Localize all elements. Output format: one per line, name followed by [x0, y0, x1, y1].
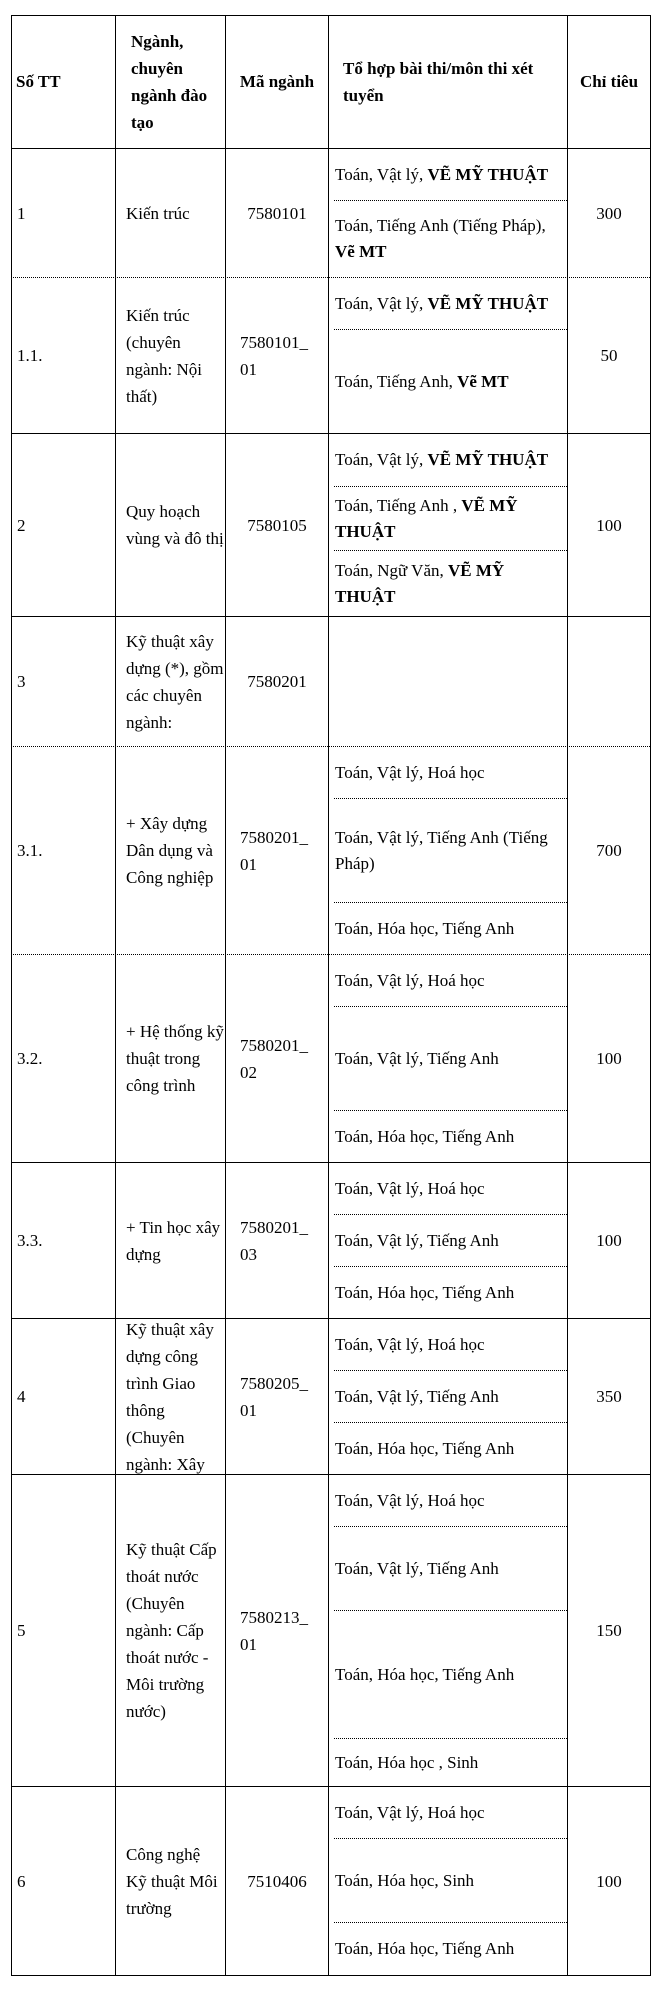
row-3-1-major: + Xây dựng Dân dụng và Công nghiệp — [126, 814, 214, 887]
row-1-1-stt: 1.1. — [17, 346, 43, 365]
row-3-stt: 3 — [17, 672, 26, 691]
row-3-1-subject-3: Toán, Hóa học, Tiếng Anh — [335, 918, 515, 938]
row-2-quota: 100 — [596, 515, 622, 535]
row-3-3-subject-1: Toán, Vật lý, Hoá học — [335, 1178, 485, 1198]
row-5-major: Kỹ thuật Cấp thoát nước (Chuyên ngành: Cấp thoát nước - Môi trường nước) — [126, 1540, 217, 1721]
column-divider-1 — [115, 15, 116, 1976]
row-1-1-subject-2: Toán, Tiếng Anh, Vẽ MT — [335, 371, 509, 391]
row-1-subject-1: Toán, Vật lý, VẼ MỸ THUẬT — [335, 164, 549, 184]
row-3-quota — [568, 617, 650, 746]
row-3-1-subject-1: Toán, Vật lý, Hoá học — [335, 762, 485, 782]
row-3-3-code: 7580201_ 03 — [240, 1217, 308, 1264]
row-6-subject-2: Toán, Hóa học, Sinh — [335, 1870, 475, 1890]
row-5-subject-3: Toán, Hóa học, Tiếng Anh — [335, 1664, 515, 1684]
row-1-1-code: 7580101_ 01 — [240, 332, 308, 379]
header-major: Ngành, chuyên ngành đào tạo — [131, 31, 208, 132]
row-3-2-subject-3: Toán, Hóa học, Tiếng Anh — [335, 1126, 515, 1146]
row-3-code: 7580201 — [247, 672, 307, 691]
row-1-stt: 1 — [17, 203, 26, 223]
row-3-1-quota: 700 — [596, 841, 622, 860]
row-6-quota: 100 — [596, 1871, 622, 1891]
row-3-1-subject-2: Toán, Vật lý, Tiếng Anh (Tiếng Pháp) — [335, 827, 548, 873]
header-stt: Số TT — [16, 72, 61, 91]
row-6-subject-1: Toán, Vật lý, Hoá học — [335, 1802, 485, 1822]
row-2-stt: 2 — [17, 515, 26, 535]
row-5-subject-4: Toán, Hóa học , Sinh — [335, 1752, 479, 1772]
row-3-2-major: + Hệ thống kỹ thuật trong công trình — [126, 1022, 224, 1095]
row-5-quota: 150 — [596, 1621, 622, 1640]
row-5-subject-1: Toán, Vật lý, Hoá học — [335, 1490, 485, 1510]
row-6-major: Công nghệ Kỹ thuật Môi trường — [126, 1844, 218, 1918]
row-3-2-quota: 100 — [596, 1049, 622, 1068]
row-4-subject-1: Toán, Vật lý, Hoá học — [335, 1334, 485, 1354]
row-3-3-subject-3: Toán, Hóa học, Tiếng Anh — [335, 1282, 515, 1302]
table-border-left — [11, 15, 12, 1976]
row-1-1-major: Kiến trúc (chuyên ngành: Nội thất) — [126, 305, 203, 406]
row-1-quota: 300 — [596, 203, 622, 223]
row-5-subject-2: Toán, Vật lý, Tiếng Anh — [335, 1558, 499, 1578]
header-combo: Tổ hợp bài thi/môn thi xét tuyển — [343, 58, 534, 105]
table-border-right — [650, 15, 651, 1976]
row-4-subject-2: Toán, Vật lý, Tiếng Anh — [335, 1386, 499, 1406]
row-2-subject-3: Toán, Ngữ Văn, VẼ MỸ THUẬT — [335, 560, 505, 606]
row-3-2-code: 7580201_ 02 — [240, 1035, 308, 1082]
row-6-subject-3: Toán, Hóa học, Tiếng Anh — [335, 1939, 515, 1958]
row-3-1-stt: 3.1. — [17, 841, 43, 860]
row-3-3-subject-2: Toán, Vật lý, Tiếng Anh — [335, 1230, 499, 1250]
row-3-1-code: 7580201_ 01 — [240, 827, 308, 874]
row-6-stt: 6 — [17, 1871, 26, 1891]
row-3-2-subject-1: Toán, Vật lý, Hoá học — [335, 970, 485, 990]
row-1-code: 7580101 — [247, 203, 307, 223]
row-2-major: Quy hoạch vùng và đô thị — [126, 502, 224, 548]
row-1-1-quota: 50 — [600, 346, 618, 365]
column-divider-2 — [225, 15, 226, 1976]
column-divider-3 — [328, 15, 329, 1976]
row-3-3-quota: 100 — [596, 1231, 622, 1250]
row-4-major: Kỹ thuật xây dựng công trình Giao thông (Chuyên ngành: Xây — [126, 1319, 214, 1474]
row-4-quota: 350 — [596, 1387, 622, 1406]
table-border-bottom — [11, 1975, 650, 1976]
row-1-1-subject-1: Toán, Vật lý, VẼ MỸ THUẬT — [335, 293, 549, 313]
header-code: Mã ngành — [239, 72, 315, 91]
row-5-code: 7580213_ 01 — [240, 1607, 308, 1654]
row-4-stt: 4 — [17, 1387, 26, 1406]
row-1-major: Kiến trúc — [126, 203, 190, 223]
row-3-major: Kỹ thuật xây dựng (*), gồm các chuyên ngành: — [126, 631, 224, 732]
row-3-2-subject-2: Toán, Vật lý, Tiếng Anh — [335, 1048, 499, 1068]
row-1-subject-2: Toán, Tiếng Anh (Tiếng Pháp), Vẽ MT — [335, 216, 546, 261]
row-4-code: 7580205_ 01 — [240, 1373, 308, 1420]
row-3-2-stt: 3.2. — [17, 1049, 43, 1068]
row-2-subject-1: Toán, Vật lý, VẼ MỸ THUẬT — [335, 450, 549, 469]
row-2-code: 7580105 — [247, 515, 307, 535]
row-4-subject-3: Toán, Hóa học, Tiếng Anh — [335, 1438, 515, 1458]
row-3-3-major: + Tin học xây dựng — [126, 1217, 221, 1264]
row-3-3-stt: 3.3. — [17, 1231, 43, 1250]
header-quota: Chỉ tiêu — [579, 72, 639, 91]
row-5-stt: 5 — [17, 1621, 26, 1640]
row-6-code: 7510406 — [247, 1871, 307, 1891]
row-2-subject-2: Toán, Tiếng Anh , VẼ MỸ THUẬT — [335, 495, 518, 541]
